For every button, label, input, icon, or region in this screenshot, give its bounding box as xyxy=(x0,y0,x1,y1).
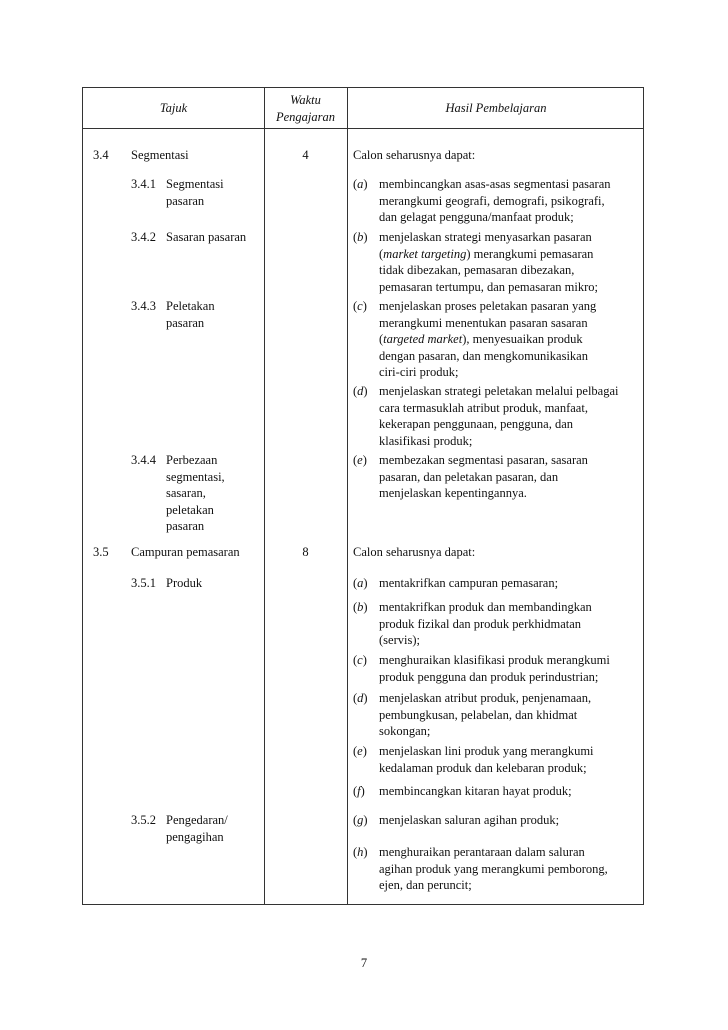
outcome-label: h xyxy=(357,845,364,859)
outcome-line: menjelaskan proses peletakan pasaran yang xyxy=(379,299,597,313)
section-intro: Calon seharusnya dapat: xyxy=(353,148,476,162)
outcome-line: (servis); xyxy=(379,633,420,647)
outcome-line: menghuraikan perantaraan dalam saluran xyxy=(379,845,585,859)
outcome-label: e xyxy=(357,744,363,758)
syllabus-table xyxy=(82,87,644,905)
header-waktu xyxy=(264,92,347,125)
column-divider xyxy=(347,88,348,904)
outcome-item: (c) menghuraikan klasifikasi produk merangkumi produk pengguna dan produk perindustrian; xyxy=(353,652,643,685)
outcome-label: e xyxy=(357,453,363,467)
outcome-line: menghuraikan klasifikasi produk merangkumi xyxy=(379,653,610,667)
subtopic xyxy=(131,229,246,246)
outcome-label: d xyxy=(357,384,364,398)
outcome-item: (d) menjelaskan atribut produk, penjenamaan, pembungkusan, pelabelan, dan khidmat sokongan; xyxy=(353,690,643,740)
outcome-item: (b) menjelaskan strategi menyasarkan pasaran (market targeting) merangkumi pemasaran tidak dibezakan, pemasaran dibezakan, pemasaran tertumpu, dan pemasaran mikro; xyxy=(353,229,643,295)
subtopic-line: Sasaran pasaran xyxy=(166,230,247,244)
outcome-line: ejen, dan peruncit; xyxy=(379,878,472,892)
subtopic-line: sasaran, xyxy=(166,486,206,500)
outcome-line: mentakrifkan produk dan membandingkan xyxy=(379,600,592,614)
outcome-item: (e) menjelaskan lini produk yang merangkumi kedalaman produk dan kelebaran produk; xyxy=(353,743,643,776)
outcome-line: agihan produk yang merangkumi pemborong, xyxy=(379,861,608,876)
subtopic-line: Pengedaran/ xyxy=(166,813,228,827)
header-waktu-line1: Waktu xyxy=(290,93,321,107)
outcome-line: dan gelagat pengguna/manfaat produk; xyxy=(379,210,574,224)
subtopic-line: pasaran xyxy=(166,519,205,533)
outcome-label: c xyxy=(357,299,363,313)
outcome-item: (g) menjelaskan saluran agihan produk; xyxy=(353,812,643,829)
subtopic xyxy=(131,298,215,331)
section-title: Campuran pemasaran xyxy=(131,545,240,559)
outcome-line: membincangkan asas-asas segmentasi pasaran xyxy=(379,177,611,191)
outcome-line: kedalaman produk dan kelebaran produk; xyxy=(379,760,587,775)
outcome-line: merangkumi menentukan pasaran sasaran xyxy=(379,315,588,330)
section-intro: Calon seharusnya dapat: xyxy=(353,545,476,559)
outcome-item: (a) mentakrifkan campuran pemasaran; xyxy=(353,575,643,592)
subtopic-line: Produk xyxy=(166,576,203,590)
outcome-line: (targeted market), menyesuaikan produk xyxy=(379,332,583,346)
outcome-label: f xyxy=(357,784,361,798)
outcome-label: c xyxy=(357,653,363,667)
outcome-line: menjelaskan lini produk yang merangkumi xyxy=(379,744,594,758)
subtopic xyxy=(131,176,224,209)
subtopic-line: peletakan xyxy=(166,502,214,517)
outcome-line: pasaran, dan peletakan pasaran, dan xyxy=(379,469,559,484)
outcome-item: (a) membincangkan asas-asas segmentasi pasaran merangkumi geografi, demografi, psikografi, dan gelagat pengguna/manfaat produk; xyxy=(353,176,643,226)
outcome-line: (market targeting) merangkumi pemasaran xyxy=(379,246,594,261)
outcome-line: sokongan; xyxy=(379,724,431,738)
outcome-item: (b) mentakrifkan produk dan membandingkan produk fizikal dan produk perkhidmatan (servis); xyxy=(353,599,643,649)
outcome-line: merangkumi geografi, demografi, psikografi, xyxy=(379,193,605,208)
outcome-line: menjelaskan kepentingannya. xyxy=(379,486,527,500)
header-hasil: Hasil Pembelajaran xyxy=(445,101,547,115)
outcome-line: tidak dibezakan, pemasaran dibezakan, xyxy=(379,263,575,277)
header-tajuk: Tajuk xyxy=(159,101,188,115)
outcome-label: b xyxy=(357,230,364,244)
outcome-item: (f) membincangkan kitaran hayat produk; xyxy=(353,783,643,800)
subtopic-code: 3.4.2 xyxy=(131,230,156,244)
outcome-label: b xyxy=(357,600,364,614)
outcome-line: ciri-ciri produk; xyxy=(379,365,459,379)
outcome-line: menjelaskan strategi menyasarkan pasaran xyxy=(379,230,592,244)
section-code: 3.5 xyxy=(93,545,109,559)
outcome-line: cara termasuklah atribut produk, manfaat, xyxy=(379,400,588,415)
section-code: 3.4 xyxy=(93,148,109,162)
outcome-line: kekerapan penggunaan, pengguna, dan xyxy=(379,417,574,431)
section-hours: 8 xyxy=(302,545,309,559)
outcome-line: membincangkan kitaran hayat produk; xyxy=(379,784,572,798)
outcome-term: market targeting xyxy=(383,246,467,261)
header-divider xyxy=(83,128,643,129)
subtopic-line: segmentasi, xyxy=(166,469,225,484)
header-waktu-line2: Pengajaran xyxy=(275,109,336,124)
outcome-line-rest: ), menyesuaikan produk xyxy=(462,332,583,346)
outcome-line: menjelaskan saluran agihan produk; xyxy=(379,813,560,827)
outcome-line: pemasaran tertumpu, dan pemasaran mikro; xyxy=(379,279,599,294)
subtopic-code: 3.4.1 xyxy=(131,177,156,191)
column-divider xyxy=(264,88,265,904)
outcome-line: pembungkusan, pelabelan, dan khidmat xyxy=(379,707,578,722)
subtopic xyxy=(131,812,228,845)
outcome-line-rest: ) merangkumi pemasaran xyxy=(466,246,594,261)
subtopic-code: 3.5.2 xyxy=(131,813,156,827)
outcome-line: klasifikasi produk; xyxy=(379,433,473,448)
outcome-line: membezakan segmentasi pasaran, sasaran xyxy=(379,453,588,467)
section-hours: 4 xyxy=(302,148,309,162)
subtopic-line: Peletakan xyxy=(166,299,215,313)
outcome-line: menjelaskan strategi peletakan melalui pelbagai xyxy=(379,384,619,398)
outcome-line: mentakrifkan campuran pemasaran; xyxy=(379,576,559,590)
outcome-item: (h) menghuraikan perantaraan dalam saluran agihan produk yang merangkumi pemborong, ejen, dan peruncit; xyxy=(353,844,643,894)
subtopic-line: pasaran xyxy=(166,315,205,330)
outcome-line: dengan pasaran, dan mengkomunikasikan xyxy=(379,348,588,363)
subtopic-code: 3.4.4 xyxy=(131,453,156,467)
outcome-item: (e) membezakan segmentasi pasaran, sasaran pasaran, dan peletakan pasaran, dan menjelaskan kepentingannya. xyxy=(353,452,643,502)
page-number: 7 xyxy=(360,956,368,970)
outcome-label: g xyxy=(357,813,364,827)
outcome-label: a xyxy=(357,576,364,590)
outcome-item: (c) menjelaskan proses peletakan pasaran yang merangkumi menentukan pasaran sasaran (targeted market), menyesuaikan produk dengan pasaran, dan mengkomunikasikan ciri-ciri produk; xyxy=(353,298,643,381)
outcome-label: a xyxy=(357,177,364,191)
subtopic-code: 3.4.3 xyxy=(131,299,156,313)
outcome-label: d xyxy=(357,691,364,705)
subtopic-line: pasaran xyxy=(166,193,205,208)
outcome-line: produk fizikal dan produk perkhidmatan xyxy=(379,616,582,631)
subtopic xyxy=(131,452,225,535)
subtopic-line: Segmentasi xyxy=(166,177,224,191)
subtopic xyxy=(131,575,202,592)
outcome-line: produk pengguna dan produk perindustrian; xyxy=(379,669,599,684)
subtopic-line: pengagihan xyxy=(166,829,224,844)
outcome-term: targeted market xyxy=(383,332,463,346)
subtopic-code: 3.5.1 xyxy=(131,576,156,590)
outcome-line: menjelaskan atribut produk, penjenamaan, xyxy=(379,691,592,705)
subtopic-line: Perbezaan xyxy=(166,453,218,467)
outcome-item: (d) menjelaskan strategi peletakan melalui pelbagai cara termasuklah atribut produk, manfaat, kekerapan penggunaan, pengguna, dan klasifikasi produk; xyxy=(353,383,643,449)
section-title: Segmentasi xyxy=(131,148,189,162)
